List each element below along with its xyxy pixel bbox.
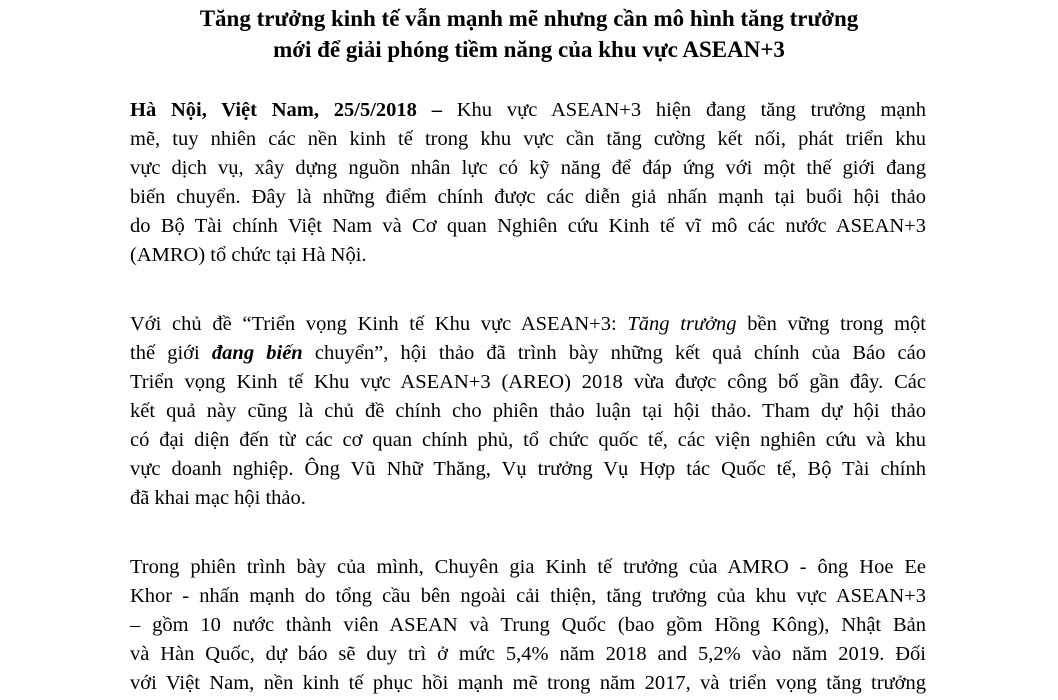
paragraph-2-line-2 [130, 339, 926, 368]
paragraph-2-line-3: Triển vọng Kinh tế Khu vực ASEAN+3 (AREO) 2018 vừa được công bố gần đây. Các [130, 371, 926, 393]
paragraph-2-line-1 [130, 310, 926, 339]
paragraph-1-line-5: do Bộ Tài chính Việt Nam và Cơ quan Nghiên cứu Kinh tế vĩ mô các nước ASEAN+3 [130, 215, 926, 237]
document-title-line-1: Tăng trưởng kinh tế vẫn mạnh mẽ nhưng cần mô hình tăng trưởng [199, 6, 859, 31]
paragraph-1-line-1 [130, 96, 926, 125]
paragraph-text: chuyển”, hội thảo đã trình bày những kết quả chính của Báo cáo [302, 342, 927, 364]
paragraph-1-line-6: (AMRO) tổ chức tại Hà Nội. [130, 244, 367, 266]
paragraph-3-line-5: với Việt Nam, nền kinh tế phục hồi mạnh mẽ trong năm 2017, và triển vọng tăng trưởng [130, 672, 926, 694]
paragraph-3-line-3: – gồm 10 nước thành viên ASEAN và Trung Quốc (bao gồm Hồng Kông), Nhật Bản [130, 614, 926, 636]
paragraph-3-line-2: Khor - nhấn mạnh do tổng cầu bên ngoài cải thiện, tăng trưởng của khu vực ASEAN+3 [130, 585, 926, 607]
paragraph-text: thế giới [130, 342, 212, 364]
paragraph-text: Với chủ đề “Triển vọng Kinh tế Khu vực ASEAN+3: [130, 313, 628, 335]
document-title-line-2: mới để giải phóng tiềm năng của khu vực ASEAN+3 [273, 37, 785, 62]
paragraph-1-line-2: mẽ, tuy nhiên các nền kinh tế trong khu vực cần tăng cường kết nối, phát triển khu [130, 128, 926, 150]
bold-italic-text: đang biến [211, 342, 303, 364]
paragraph-2-line-7: đã khai mạc hội thảo. [130, 487, 306, 509]
paragraph-1-line-4: biến chuyển. Đây là những điểm chính được các diễn giả nhấn mạnh tại buổi hội thảo [130, 186, 926, 208]
paragraph-3-line-4: và Hàn Quốc, dự báo sẽ duy trì ở mức 5,4% năm 2018 and 5,2% vào năm 2019. Đối [130, 643, 926, 665]
paragraph-2-line-6: vực doanh nghiệp. Ông Vũ Nhữ Thăng, Vụ trưởng Vụ Hợp tác Quốc tế, Bộ Tài chính [130, 458, 926, 480]
paragraph-text: bền vững trong một [736, 313, 926, 335]
paragraph-1-line-3: vực dịch vụ, xây dựng nguồn nhân lực có kỹ năng để đáp ứng với một thế giới đang [130, 157, 926, 179]
paragraph-text: Khu vực ASEAN+3 hiện đang tăng trưởng mạnh [441, 99, 926, 121]
paragraph-3-line-1: Trong phiên trình bày của mình, Chuyên gia Kinh tế trưởng của AMRO - ông Hoe Ee [130, 556, 926, 578]
dateline: Hà Nội, Việt Nam, 25/5/2018 – [130, 99, 442, 121]
paragraph-2-line-4: kết quả này cũng là chủ đề chính cho phiên thảo luận tại hội thảo. Tham dự hội thảo [130, 400, 926, 422]
italic-text: Tăng trưởng [627, 313, 737, 335]
paragraph-2-line-5: có đại diện đến từ các cơ quan chính phủ, tổ chức quốc tế, các viện nghiên cứu và khu [130, 429, 926, 451]
